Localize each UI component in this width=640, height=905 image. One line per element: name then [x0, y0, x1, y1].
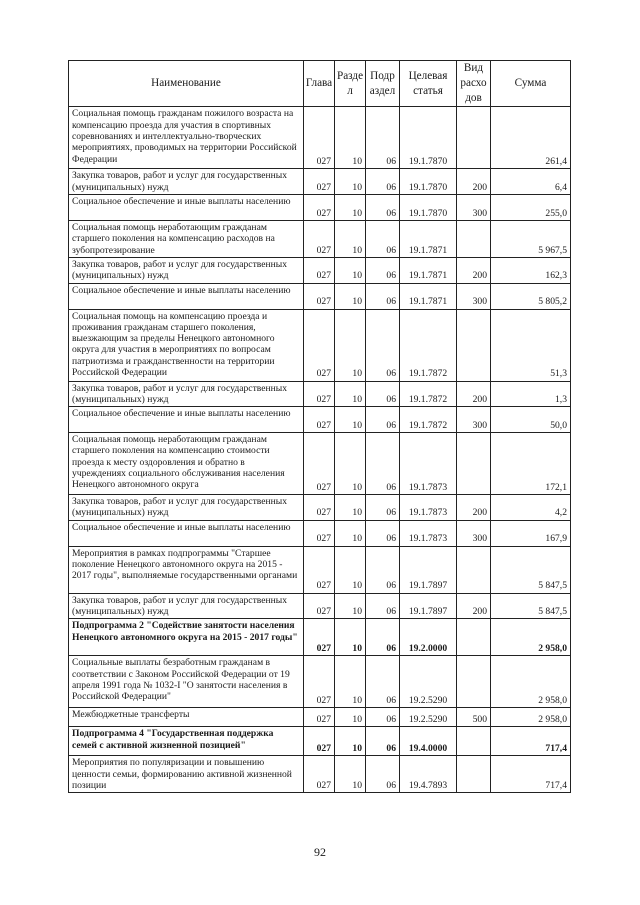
cell-razdel: 10 [335, 593, 366, 619]
cell-razdel: 10 [335, 656, 366, 708]
cell-glava: 027 [304, 407, 335, 433]
cell-vid: 300 [457, 407, 491, 433]
cell-vid: 200 [457, 593, 491, 619]
table-row [69, 407, 571, 433]
cell-razdel: 10 [335, 194, 366, 220]
cell-vid [457, 656, 491, 708]
cell-vid: 300 [457, 194, 491, 220]
cell-name: Мероприятия в рамках подпрограммы "Старшее поколение Ненецкого автономного округа на 2015 - 2017 годы", выполняемые государственными органами [69, 546, 304, 593]
cell-statya: 19.1.7873 [400, 495, 457, 521]
cell-podrazdel: 06 [366, 756, 400, 793]
cell-vid [457, 756, 491, 793]
cell-vid: 200 [457, 381, 491, 407]
cell-razdel: 10 [335, 283, 366, 309]
cell-razdel: 10 [335, 708, 366, 727]
cell-summa: 261,4 [491, 107, 571, 169]
cell-glava: 027 [304, 381, 335, 407]
cell-statya: 19.1.7872 [400, 381, 457, 407]
cell-name: Социальная помощь гражданам пожилого возраста на компенсацию проезда для участия в спортивных соревнованиях и интеллектуально-творческих мероприятиях, проводимых на территории Российской Федерации [69, 107, 304, 169]
cell-glava: 027 [304, 107, 335, 169]
cell-glava: 027 [304, 546, 335, 593]
cell-summa: 1,3 [491, 381, 571, 407]
cell-name: Подпрограмма 2 "Содействие занятости населения Ненецкого автономного округа на 2015 - 2017 годы" [69, 619, 304, 656]
cell-podrazdel: 06 [366, 495, 400, 521]
cell-name: Закупка товаров, работ и услуг для государственных (муниципальных) нужд [69, 381, 304, 407]
table-row [69, 495, 571, 521]
cell-vid: 300 [457, 283, 491, 309]
table-row [69, 107, 571, 169]
cell-glava: 027 [304, 220, 335, 257]
cell-podrazdel: 06 [366, 708, 400, 727]
cell-name: Мероприятия по популяризации и повышению ценности семьи, формированию активной жизненной позиции [69, 756, 304, 793]
cell-summa: 50,0 [491, 407, 571, 433]
cell-name: Закупка товаров, работ и услуг для государственных (муниципальных) нужд [69, 593, 304, 619]
page-number: 92 [314, 845, 326, 859]
cell-podrazdel: 06 [366, 727, 400, 756]
cell-summa: 5 847,5 [491, 546, 571, 593]
cell-statya: 19.1.7872 [400, 407, 457, 433]
cell-summa: 2 958,0 [491, 708, 571, 727]
cell-vid [457, 619, 491, 656]
cell-statya: 19.1.7870 [400, 169, 457, 195]
cell-summa: 717,4 [491, 756, 571, 793]
cell-glava: 027 [304, 593, 335, 619]
table-row [69, 656, 571, 708]
cell-glava: 027 [304, 656, 335, 708]
cell-razdel: 10 [335, 756, 366, 793]
table-body [69, 107, 571, 793]
cell-vid: 500 [457, 708, 491, 727]
cell-razdel: 10 [335, 520, 366, 546]
cell-summa: 2 958,0 [491, 619, 571, 656]
cell-glava: 027 [304, 194, 335, 220]
cell-podrazdel: 06 [366, 169, 400, 195]
table-row [69, 433, 571, 495]
cell-glava: 027 [304, 520, 335, 546]
cell-podrazdel: 06 [366, 107, 400, 169]
cell-glava: 027 [304, 756, 335, 793]
table-row [69, 520, 571, 546]
cell-podrazdel: 06 [366, 407, 400, 433]
cell-statya: 19.1.7873 [400, 520, 457, 546]
table-row [69, 727, 571, 756]
cell-summa: 162,3 [491, 257, 571, 283]
cell-name: Закупка товаров, работ и услуг для государственных (муниципальных) нужд [69, 495, 304, 521]
cell-glava: 027 [304, 708, 335, 727]
cell-podrazdel: 06 [366, 546, 400, 593]
table-row [69, 708, 571, 727]
cell-razdel: 10 [335, 169, 366, 195]
header-podrazdel: Подр аздел [366, 61, 400, 107]
cell-statya: 19.1.7897 [400, 546, 457, 593]
table-row [69, 283, 571, 309]
cell-razdel: 10 [335, 381, 366, 407]
cell-statya: 19.2.5290 [400, 708, 457, 727]
cell-statya: 19.1.7870 [400, 107, 457, 169]
cell-podrazdel: 06 [366, 433, 400, 495]
cell-razdel: 10 [335, 546, 366, 593]
cell-podrazdel: 06 [366, 381, 400, 407]
cell-statya: 19.4.0000 [400, 727, 457, 756]
cell-name: Социальная помощь на компенсацию проезда и проживания гражданам старшего поколения, выезжающим за пределы Ненецкого автономного округа для участия в мероприятиях по вопросам патриотизма и гражданственности на территории Российской Федерации [69, 309, 304, 381]
cell-statya: 19.1.7873 [400, 433, 457, 495]
cell-statya: 19.2.5290 [400, 656, 457, 708]
cell-vid [457, 727, 491, 756]
table-header-row [69, 61, 571, 107]
cell-name: Межбюджетные трансферты [69, 708, 304, 727]
cell-glava: 027 [304, 309, 335, 381]
cell-name: Социальная помощь неработающим гражданам старшего поколения на компенсацию стоимости проезда к месту оздоровления и обратно в учреждениях социального обслуживания населения Ненецкого автономного округа [69, 433, 304, 495]
cell-vid [457, 546, 491, 593]
cell-razdel: 10 [335, 107, 366, 169]
cell-statya: 19.1.7871 [400, 283, 457, 309]
header-name: Наименование [69, 61, 304, 107]
cell-statya: 19.1.7871 [400, 257, 457, 283]
cell-glava: 027 [304, 619, 335, 656]
header-summa: Сумма [491, 61, 571, 107]
cell-summa: 717,4 [491, 727, 571, 756]
cell-summa: 255,0 [491, 194, 571, 220]
cell-summa: 5 805,2 [491, 283, 571, 309]
cell-name: Социальное обеспечение и иные выплаты населению [69, 194, 304, 220]
table-row [69, 220, 571, 257]
cell-razdel: 10 [335, 407, 366, 433]
cell-glava: 027 [304, 727, 335, 756]
table-row [69, 756, 571, 793]
cell-glava: 027 [304, 495, 335, 521]
cell-name: Социальные выплаты безработным гражданам в соответствии с Законом Российской Федерации от 19 апреля 1991 года № 1032-I "О занятости населения в Российской Федерации" [69, 656, 304, 708]
cell-vid: 200 [457, 257, 491, 283]
cell-glava: 027 [304, 283, 335, 309]
cell-statya: 19.1.7897 [400, 593, 457, 619]
table-row [69, 619, 571, 656]
cell-vid [457, 433, 491, 495]
cell-summa: 5 967,5 [491, 220, 571, 257]
cell-razdel: 10 [335, 257, 366, 283]
cell-razdel: 10 [335, 619, 366, 656]
cell-name: Закупка товаров, работ и услуг для государственных (муниципальных) нужд [69, 169, 304, 195]
cell-vid: 200 [457, 495, 491, 521]
cell-summa: 2 958,0 [491, 656, 571, 708]
cell-summa: 167,9 [491, 520, 571, 546]
cell-podrazdel: 06 [366, 194, 400, 220]
table-row [69, 546, 571, 593]
cell-summa: 5 847,5 [491, 593, 571, 619]
table-row [69, 309, 571, 381]
cell-name: Подпрограмма 4 "Государственная поддержка семей с активной жизненной позицией" [69, 727, 304, 756]
cell-podrazdel: 06 [366, 656, 400, 708]
cell-podrazdel: 06 [366, 220, 400, 257]
cell-podrazdel: 06 [366, 283, 400, 309]
cell-vid [457, 107, 491, 169]
cell-glava: 027 [304, 433, 335, 495]
cell-statya: 19.1.7872 [400, 309, 457, 381]
cell-summa: 6,4 [491, 169, 571, 195]
table-row [69, 381, 571, 407]
cell-name: Социальное обеспечение и иные выплаты населению [69, 407, 304, 433]
cell-statya: 19.4.7893 [400, 756, 457, 793]
cell-razdel: 10 [335, 220, 366, 257]
header-razdel: Разде л [335, 61, 366, 107]
cell-vid [457, 220, 491, 257]
cell-name: Социальное обеспечение и иные выплаты населению [69, 520, 304, 546]
cell-podrazdel: 06 [366, 309, 400, 381]
table-row [69, 593, 571, 619]
cell-summa: 4,2 [491, 495, 571, 521]
table-row [69, 257, 571, 283]
cell-name: Социальное обеспечение и иные выплаты населению [69, 283, 304, 309]
cell-summa: 51,3 [491, 309, 571, 381]
cell-vid [457, 309, 491, 381]
cell-razdel: 10 [335, 495, 366, 521]
cell-vid: 300 [457, 520, 491, 546]
cell-statya: 19.1.7870 [400, 194, 457, 220]
header-vid: Вид расхо дов [457, 61, 491, 107]
cell-podrazdel: 06 [366, 520, 400, 546]
cell-razdel: 10 [335, 433, 366, 495]
cell-podrazdel: 06 [366, 619, 400, 656]
cell-statya: 19.1.7871 [400, 220, 457, 257]
budget-table [68, 60, 571, 793]
cell-vid: 200 [457, 169, 491, 195]
header-glava: Глава [304, 61, 335, 107]
cell-podrazdel: 06 [366, 257, 400, 283]
cell-summa: 172,1 [491, 433, 571, 495]
cell-name: Закупка товаров, работ и услуг для государственных (муниципальных) нужд [69, 257, 304, 283]
cell-statya: 19.2.0000 [400, 619, 457, 656]
cell-glava: 027 [304, 257, 335, 283]
cell-razdel: 10 [335, 309, 366, 381]
cell-podrazdel: 06 [366, 593, 400, 619]
header-statya: Целевая статья [400, 61, 457, 107]
cell-razdel: 10 [335, 727, 366, 756]
cell-name: Социальная помощь неработающим гражданам старшего поколения на компенсацию расходов на зубопротезирование [69, 220, 304, 257]
table-row [69, 169, 571, 195]
cell-glava: 027 [304, 169, 335, 195]
table-row [69, 194, 571, 220]
